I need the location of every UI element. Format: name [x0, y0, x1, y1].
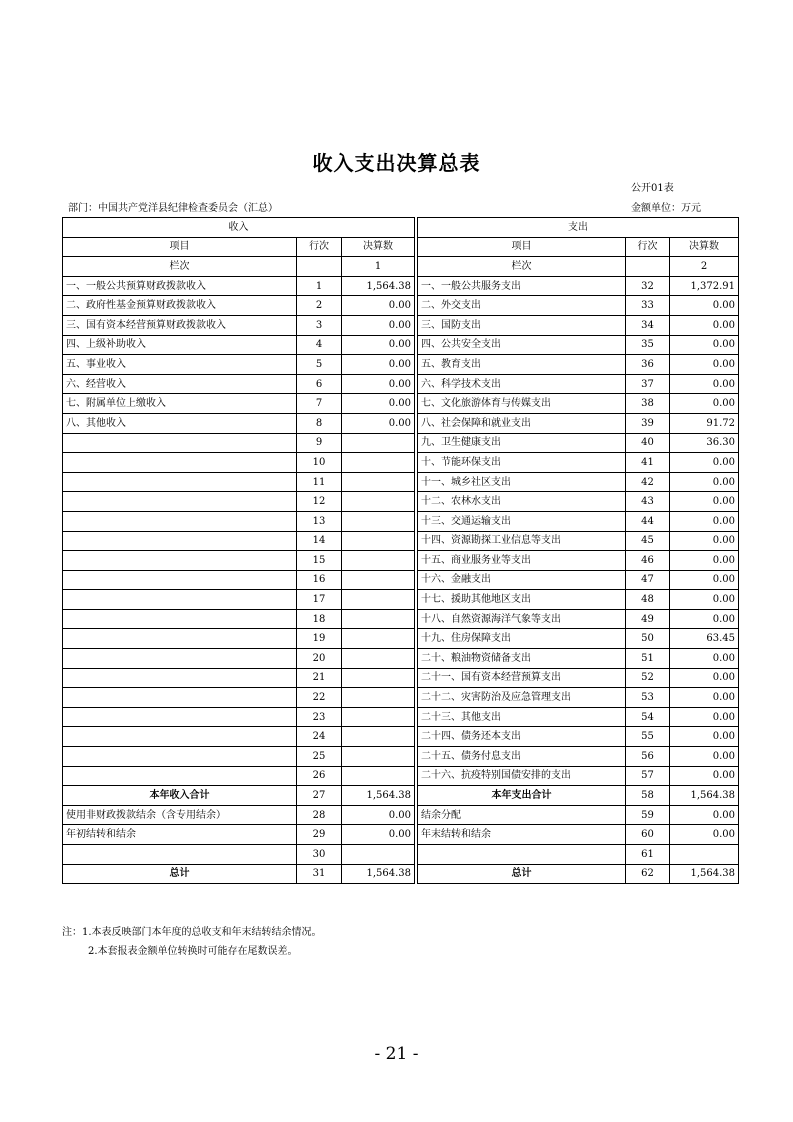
- table-row: [63, 590, 739, 610]
- income-item: [63, 492, 297, 512]
- table-notes: [62, 923, 322, 961]
- expense-amount: 0.00: [670, 649, 739, 669]
- income-item: 总计: [63, 864, 297, 884]
- income-item: [63, 668, 297, 688]
- income-item: [63, 472, 297, 492]
- table-row: [63, 727, 739, 747]
- income-line-no: 11: [297, 472, 342, 492]
- expense-amount: 0.00: [670, 394, 739, 414]
- expense-amount: 0.00: [670, 747, 739, 767]
- expense-amount: 1,564.38: [670, 864, 739, 884]
- expense-line-no: 61: [626, 845, 670, 865]
- income-item: [63, 845, 297, 865]
- expense-item: 十、节能环保支出: [418, 453, 626, 473]
- income-amount: 0.00: [342, 296, 415, 316]
- expense-amount: 0.00: [670, 805, 739, 825]
- income-item: 四、上级补助收入: [63, 335, 297, 355]
- income-line-no: 3: [297, 315, 342, 335]
- expense-line-no: 48: [626, 590, 670, 610]
- expense-line-no: 57: [626, 766, 670, 786]
- income-line-no: 1: [297, 276, 342, 296]
- expense-amount: 0.00: [670, 453, 739, 473]
- expense-amount-header: 决算数: [670, 237, 739, 257]
- income-amount: 1,564.38: [342, 864, 415, 884]
- expense-line-no: 34: [626, 315, 670, 335]
- expense-item: 十七、援助其他地区支出: [418, 590, 626, 610]
- expense-amount: 0.00: [670, 315, 739, 335]
- expense-line-no: 58: [626, 786, 670, 806]
- income-item: 五、事业收入: [63, 355, 297, 375]
- expense-line-no: 46: [626, 551, 670, 571]
- income-column-label: 栏次: [63, 257, 297, 277]
- income-item: [63, 590, 297, 610]
- expense-item: 二十、粮油物资储备支出: [418, 649, 626, 669]
- table-row: [63, 551, 739, 571]
- income-item: [63, 433, 297, 453]
- expense-item-header: 项目: [418, 237, 626, 257]
- income-amount: [342, 609, 415, 629]
- income-line-no: 5: [297, 355, 342, 375]
- table-row: [63, 825, 739, 845]
- income-line-no: 20: [297, 649, 342, 669]
- expense-line-no: 54: [626, 707, 670, 727]
- expense-item: 二十二、灾害防治及应急管理支出: [418, 688, 626, 708]
- expense-line-no: 53: [626, 688, 670, 708]
- income-line-no: 29: [297, 825, 342, 845]
- table-row: [63, 766, 739, 786]
- income-amount: [342, 590, 415, 610]
- expense-line-no: 43: [626, 492, 670, 512]
- expense-amount: 0.00: [670, 551, 739, 571]
- expense-amount: 0.00: [670, 296, 739, 316]
- expense-item: 四、公共安全支出: [418, 335, 626, 355]
- expense-amount: 0.00: [670, 570, 739, 590]
- expense-item: 十三、交通运输支出: [418, 511, 626, 531]
- table-row: [63, 394, 739, 414]
- income-item: 七、附属单位上缴收入: [63, 394, 297, 414]
- income-line-no: 23: [297, 707, 342, 727]
- expense-line-no: 40: [626, 433, 670, 453]
- table-row: [63, 845, 739, 865]
- income-amount: [342, 766, 415, 786]
- income-amount: 0.00: [342, 805, 415, 825]
- expense-line-no: 36: [626, 355, 670, 375]
- income-item: 八、其他收入: [63, 413, 297, 433]
- unit-label: 金额单位：万元: [631, 203, 701, 214]
- income-amount: [342, 727, 415, 747]
- expense-item: 一、一般公共服务支出: [418, 276, 626, 296]
- expense-amount: 0.00: [670, 766, 739, 786]
- table-row: [63, 805, 739, 825]
- table-row: [63, 355, 739, 375]
- income-item: [63, 453, 297, 473]
- expense-line-no: 51: [626, 649, 670, 669]
- income-amount: [342, 531, 415, 551]
- income-line-no: 2: [297, 296, 342, 316]
- expense-item: 二十三、其他支出: [418, 707, 626, 727]
- expense-line-no: 45: [626, 531, 670, 551]
- expense-amount: 0.00: [670, 355, 739, 375]
- income-line-no: 14: [297, 531, 342, 551]
- income-amount: 0.00: [342, 825, 415, 845]
- income-amount: [342, 472, 415, 492]
- table-row: [63, 629, 739, 649]
- income-item-header: 项目: [63, 237, 297, 257]
- income-amount: [342, 747, 415, 767]
- income-amount: 1,564.38: [342, 276, 415, 296]
- income-item: 年初结转和结余: [63, 825, 297, 845]
- income-line-no: 6: [297, 374, 342, 394]
- income-line-no: 25: [297, 747, 342, 767]
- income-line-no: 10: [297, 453, 342, 473]
- expense-item: 六、科学技术支出: [418, 374, 626, 394]
- income-item: [63, 531, 297, 551]
- income-header: 收入: [63, 218, 415, 238]
- expense-amount: 0.00: [670, 590, 739, 610]
- income-line-no: 26: [297, 766, 342, 786]
- income-line-no: 8: [297, 413, 342, 433]
- expense-item: 二、外交支出: [418, 296, 626, 316]
- income-amount: [342, 649, 415, 669]
- expense-item: 十五、商业服务业等支出: [418, 551, 626, 571]
- expense-item: [418, 845, 626, 865]
- income-line-no: 18: [297, 609, 342, 629]
- income-item: 六、经营收入: [63, 374, 297, 394]
- expense-line-header: 行次: [626, 237, 670, 257]
- income-line-no: 27: [297, 786, 342, 806]
- expense-line-no: 49: [626, 609, 670, 629]
- expense-item: 八、社会保障和就业支出: [418, 413, 626, 433]
- expense-item: 本年支出合计: [418, 786, 626, 806]
- income-item: [63, 511, 297, 531]
- income-item: [63, 649, 297, 669]
- expense-amount: 36.30: [670, 433, 739, 453]
- income-amount: [342, 570, 415, 590]
- expense-item: 二十六、抗疫特别国债安排的支出: [418, 766, 626, 786]
- income-line-no: 13: [297, 511, 342, 531]
- note-1: 注：1.本表反映部门本年度的总收支和年末结转结余情况。: [62, 927, 322, 938]
- income-item: [63, 688, 297, 708]
- income-amount: 0.00: [342, 394, 415, 414]
- table-row: [63, 472, 739, 492]
- income-amount: [342, 551, 415, 571]
- income-line-no: 4: [297, 335, 342, 355]
- table-row: [63, 747, 739, 767]
- income-amount: [342, 511, 415, 531]
- income-item: 本年收入合计: [63, 786, 297, 806]
- income-amount-header: 决算数: [342, 237, 415, 257]
- income-item: [63, 766, 297, 786]
- income-amount: 0.00: [342, 413, 415, 433]
- income-item: [63, 570, 297, 590]
- expense-item: 九、卫生健康支出: [418, 433, 626, 453]
- income-item: [63, 629, 297, 649]
- income-amount: [342, 668, 415, 688]
- expense-line-no: 41: [626, 453, 670, 473]
- expense-amount: 0.00: [670, 511, 739, 531]
- expense-item: 十二、农林水支出: [418, 492, 626, 512]
- income-amount: 0.00: [342, 315, 415, 335]
- income-line-no: 19: [297, 629, 342, 649]
- expense-header: 支出: [418, 218, 739, 238]
- table-row: [63, 688, 739, 708]
- summary-table: [62, 217, 738, 884]
- table-row: [63, 649, 739, 669]
- table-row: [63, 707, 739, 727]
- income-amount: 1,564.38: [342, 786, 415, 806]
- income-item: [63, 707, 297, 727]
- expense-line-no: 32: [626, 276, 670, 296]
- income-line-no: 15: [297, 551, 342, 571]
- expense-item: 十一、城乡社区支出: [418, 472, 626, 492]
- expense-line-no: 33: [626, 296, 670, 316]
- income-column-number: 1: [342, 257, 415, 277]
- income-item: 三、国有资本经营预算财政拨款收入: [63, 315, 297, 335]
- expense-amount: 0.00: [670, 335, 739, 355]
- expense-line-no: 38: [626, 394, 670, 414]
- expense-item: 二十四、债务还本支出: [418, 727, 626, 747]
- expense-line-no: 50: [626, 629, 670, 649]
- expense-line-no: 42: [626, 472, 670, 492]
- form-number: 公开01表: [631, 183, 674, 194]
- expense-line-no: 35: [626, 335, 670, 355]
- income-line-no: 22: [297, 688, 342, 708]
- expense-amount: 0.00: [670, 492, 739, 512]
- expense-amount: 0.00: [670, 688, 739, 708]
- table-row: [63, 511, 739, 531]
- table-row: [63, 276, 739, 296]
- income-line-no: 17: [297, 590, 342, 610]
- expense-amount: 0.00: [670, 609, 739, 629]
- income-amount: [342, 688, 415, 708]
- expense-column-label: 栏次: [418, 257, 626, 277]
- income-item: 使用非财政拨款结余（含专用结余）: [63, 805, 297, 825]
- expense-line-no: 60: [626, 825, 670, 845]
- income-line-header: 行次: [297, 237, 342, 257]
- expense-item: 二十五、债务付息支出: [418, 747, 626, 767]
- income-item: [63, 727, 297, 747]
- income-amount: [342, 845, 415, 865]
- table-row: [63, 492, 739, 512]
- expense-item: 总计: [418, 864, 626, 884]
- expense-amount: 1,564.38: [670, 786, 739, 806]
- expense-line-no: 52: [626, 668, 670, 688]
- expense-item: 十八、自然资源海洋气象等支出: [418, 609, 626, 629]
- expense-line-no: 62: [626, 864, 670, 884]
- expense-item: 三、国防支出: [418, 315, 626, 335]
- expense-item: 二十一、国有资本经营预算支出: [418, 668, 626, 688]
- table-row: [63, 453, 739, 473]
- expense-item: 十六、金融支出: [418, 570, 626, 590]
- income-item: [63, 551, 297, 571]
- income-amount: [342, 492, 415, 512]
- expense-item: 年末结转和结余: [418, 825, 626, 845]
- table-row: [63, 315, 739, 335]
- page-number: - 21 -: [374, 1044, 419, 1064]
- expense-amount: 0.00: [670, 374, 739, 394]
- income-line-no: 30: [297, 845, 342, 865]
- table-row: [63, 413, 739, 433]
- table-row: [63, 433, 739, 453]
- expense-amount: 0.00: [670, 707, 739, 727]
- expense-column-number: 2: [670, 257, 739, 277]
- table-row: [63, 531, 739, 551]
- income-amount: 0.00: [342, 335, 415, 355]
- income-line-no: 24: [297, 727, 342, 747]
- expense-amount: 0.00: [670, 531, 739, 551]
- table-row: [63, 786, 739, 806]
- expense-item: 结余分配: [418, 805, 626, 825]
- expense-line-no: 39: [626, 413, 670, 433]
- expense-line-no: 37: [626, 374, 670, 394]
- expense-amount: 0.00: [670, 472, 739, 492]
- income-amount: 0.00: [342, 374, 415, 394]
- income-amount: [342, 433, 415, 453]
- table-row: [63, 296, 739, 316]
- expense-line-no: 59: [626, 805, 670, 825]
- expense-amount: 91.72: [670, 413, 739, 433]
- income-item: [63, 747, 297, 767]
- income-line-no: 7: [297, 394, 342, 414]
- expense-amount: 0.00: [670, 668, 739, 688]
- table-row: [63, 864, 739, 884]
- table-row: [63, 668, 739, 688]
- note-2: 2.本套报表金额单位转换时可能存在尾数误差。: [88, 946, 298, 957]
- income-line-no: 31: [297, 864, 342, 884]
- income-line-no: 21: [297, 668, 342, 688]
- income-amount: [342, 629, 415, 649]
- income-line-no: 12: [297, 492, 342, 512]
- expense-line-no: 55: [626, 727, 670, 747]
- expense-line-no: 56: [626, 747, 670, 767]
- expense-amount: 1,372.91: [670, 276, 739, 296]
- expense-amount: 63.45: [670, 629, 739, 649]
- expense-amount: 0.00: [670, 825, 739, 845]
- expense-line-no: 47: [626, 570, 670, 590]
- income-item: [63, 609, 297, 629]
- income-line-no: 16: [297, 570, 342, 590]
- table-row: [63, 570, 739, 590]
- expense-amount: 0.00: [670, 727, 739, 747]
- table-row: [63, 374, 739, 394]
- department-label: 部门：中国共产党洋县纪律检查委员会（汇总）: [68, 203, 278, 214]
- income-amount: 0.00: [342, 355, 415, 375]
- expense-item: 五、教育支出: [418, 355, 626, 375]
- page-title: 收入支出决算总表: [312, 151, 481, 175]
- table-row: [63, 609, 739, 629]
- expense-amount: [670, 845, 739, 865]
- income-amount: [342, 707, 415, 727]
- income-item: 一、一般公共预算财政拨款收入: [63, 276, 297, 296]
- expense-item: 十四、资源勘探工业信息等支出: [418, 531, 626, 551]
- expense-line-no: 44: [626, 511, 670, 531]
- income-item: 二、政府性基金预算财政拨款收入: [63, 296, 297, 316]
- table-row: [63, 335, 739, 355]
- income-line-no: 28: [297, 805, 342, 825]
- income-line-no: 9: [297, 433, 342, 453]
- income-amount: [342, 453, 415, 473]
- expense-item: 七、文化旅游体育与传媒支出: [418, 394, 626, 414]
- expense-item: 十九、住房保障支出: [418, 629, 626, 649]
